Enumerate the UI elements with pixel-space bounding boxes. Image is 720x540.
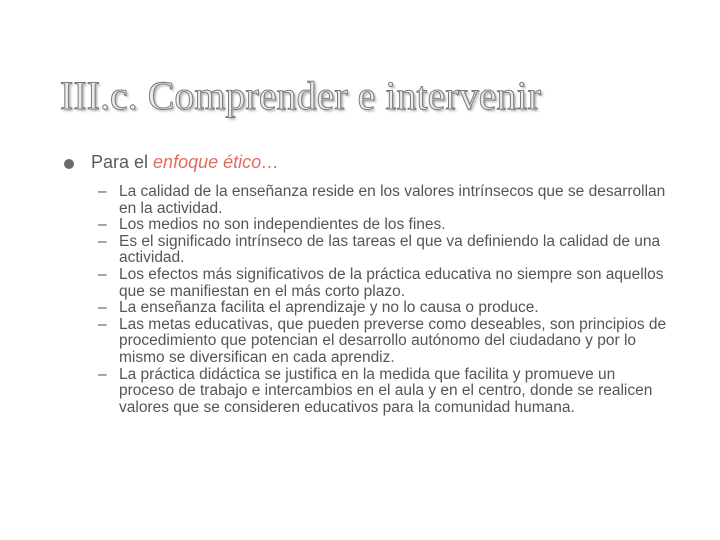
dash-icon: – (98, 232, 107, 250)
list-item (94, 267, 674, 300)
dash-icon: – (98, 183, 107, 200)
list-item (94, 300, 674, 317)
slide-title: III.c. Comprender e intervenir (60, 73, 541, 118)
list-item (94, 217, 674, 234)
list-item (94, 234, 674, 267)
dash-icon: – (98, 216, 107, 234)
dash-icon: – (98, 299, 107, 317)
main-bullet-prefix: Para el (91, 152, 154, 172)
list-item-text: Las metas educativas, que pueden preverse como deseables, son principios de procedimiento que potencian el desarrollo autónomo del ciudadano y por lo mismo se diversifican en cada aprendiz. (119, 315, 667, 366)
list-item-text: La práctica didáctica se justifica en la medida que facilita y promueve un proceso de trabajo e intercambios en el aula y en el centro, donde se realicen valores que se consideren educativos para la comunidad humana. (119, 365, 653, 416)
list-item-text: La enseñanza facilita el aprendizaje y no lo causa o produce. (119, 299, 539, 317)
list-item-text: La calidad de la enseñanza reside en los valores intrínsecos que se desarrollan en la actividad. (119, 183, 666, 217)
main-bullet (60, 150, 680, 174)
list-item (94, 184, 674, 217)
sub-bullet-list (94, 184, 674, 416)
list-item (94, 367, 674, 417)
main-bullet-text (91, 150, 680, 174)
main-bullet-highlight: enfoque ético… (153, 152, 280, 172)
list-item-text: Los efectos más significativos de la práctica educativa no siempre son aquellos que se manifiestan en el más corto plazo. (119, 265, 664, 300)
dash-icon: – (98, 365, 107, 383)
list-item (94, 317, 674, 367)
dash-icon: – (98, 315, 107, 333)
dash-icon: – (98, 265, 107, 283)
list-item-text: Es el significado intrínseco de las tareas el que va definiendo la calidad de una actividad. (119, 232, 661, 267)
list-item-text: Los medios no son independientes de los fines. (119, 216, 446, 234)
bullet-dot-icon (64, 159, 74, 169)
